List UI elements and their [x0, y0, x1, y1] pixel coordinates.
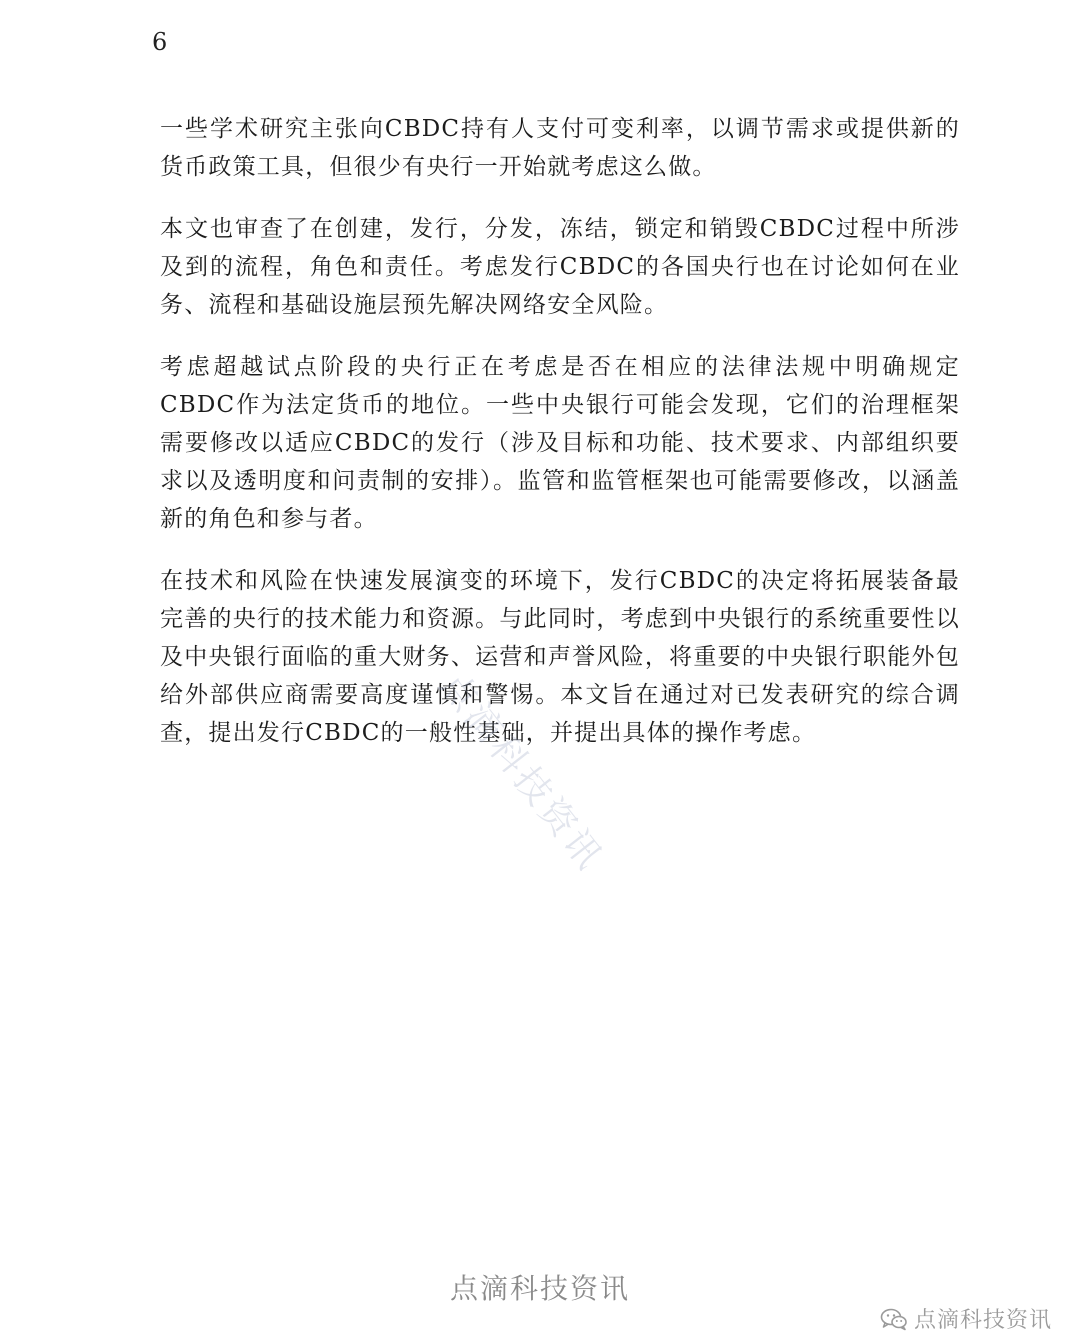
page-number: 6 — [152, 28, 168, 56]
document-body — [160, 110, 960, 776]
paragraph-2: 本文也审查了在创建，发行，分发，冻结，锁定和销毁CBDC过程中所涉及到的流程，角色和责任。考虑发行CBDC的各国央行也在讨论如何在业务、流程和基础设施层预先解决网络安全风险。 — [160, 216, 960, 318]
footer-title: 点滴科技资讯 — [449, 1272, 630, 1305]
wechat-icon — [880, 1307, 908, 1331]
paragraph-1: 一些学术研究主张向CBDC持有人支付可变利率，以调节需求或提供新的货币政策工具，但很少有央行一开始就考虑这么做。 — [160, 116, 960, 180]
paragraph-3: 考虑超越试点阶段的央行正在考虑是否在相应的法律法规中明确规定CBDC作为法定货币的地位。一些中央银行可能会发现，它们的治理框架需要修改以适应CBDC的发行（涉及目标和功能、技术要求、内部组织要求以及透明度和问责制的安排）。监管和监管框架也可能需要修改，以涵盖新的角色和参与者。 — [160, 354, 960, 532]
watermark: 点滴科技资讯 — [431, 664, 612, 880]
footer-brand-label: 点滴科技资讯 — [913, 1308, 1052, 1333]
paragraph-4: 在技术和风险在快速发展演变的环境下，发行CBDC的决定将拓展装备最完善的央行的技术能力和资源。与此同时，考虑到中央银行的系统重要性以及中央银行面临的重大财务、运营和声誉风险，将重要的中央银行职能外包给外部供应商需要高度谨慎和警惕。本文旨在通过对已发表研究的综合调查，提出发行CBDC的一般性基础，并提出具体的操作考虑。 — [160, 568, 960, 746]
footer-brand — [880, 1303, 1052, 1334]
